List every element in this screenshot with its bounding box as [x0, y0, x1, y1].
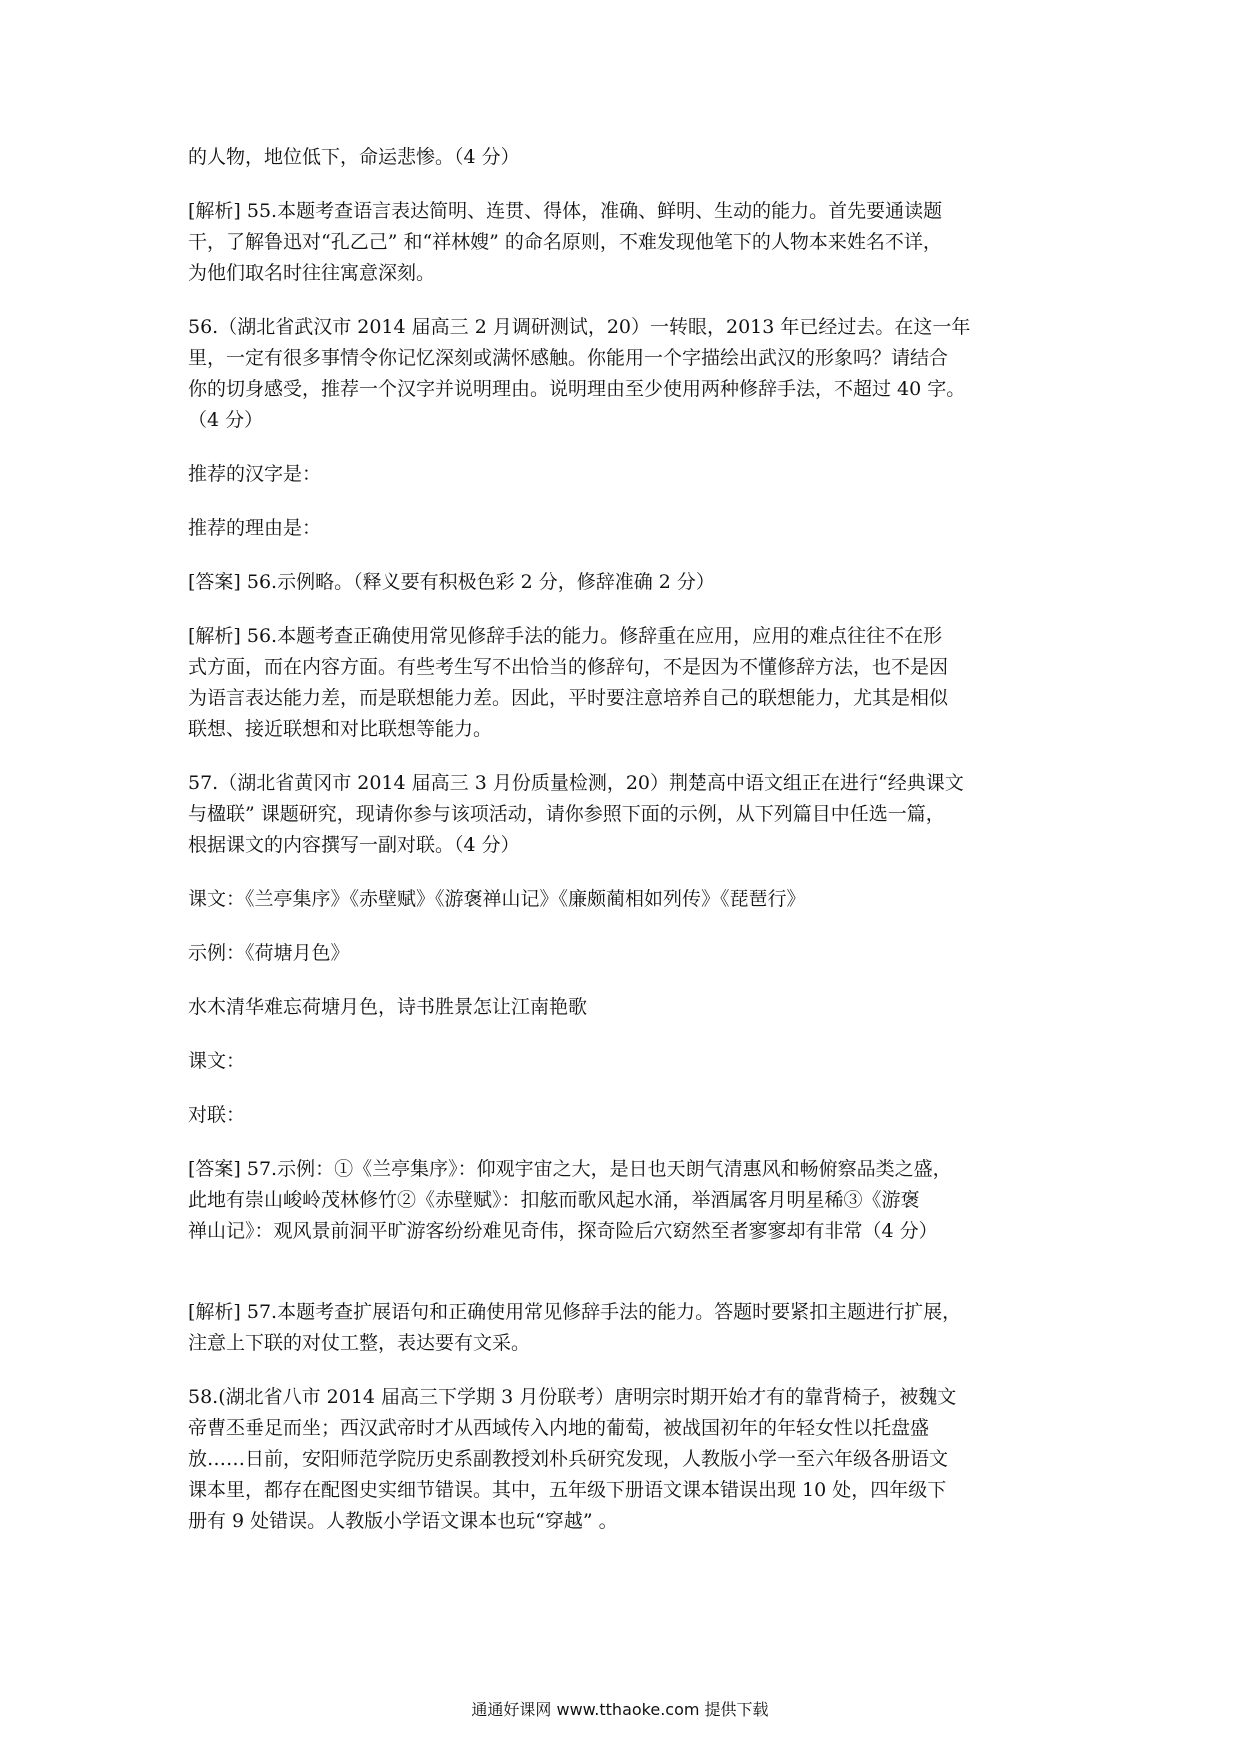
- paragraph-analysis-55: [解析] 55.本题考查语言表达简明、连贯、得体，准确、鲜明、生动的能力。首先要通读题 干，了解鲁迅对“孔乙己” 和“祥林嫂” 的命名原则，不难发现他笔下的人物本来姓名不详， 为他们取名时往往寓意深刻。: [188, 200, 943, 284]
- paragraph-question-58: 58.(湖北省八市 2014 届高三下学期 3 月份联考）唐明宗时期开始才有的靠背椅子，被魏文 帝曹丕垂足而坐；西汉武帝时才从西域传入内地的葡萄，被战国初年的年轻女性以托盘盛 放……日前，安阳师范学院历史系副教授刘朴兵研究发现，人教版小学一至六年级各册语文 课本里，都存在配图史实细节错误。其中，五年级下册语文课本错误出现 10 处，四年级下 册有 9 处错误。人教版小学语文课本也玩“穿越” 。: [188, 1386, 957, 1532]
- paragraph-analysis-56: [解析] 56.本题考查正确使用常见修辞手法的能力。修辞重在应用，应用的难点往往不在形 式方面，而在内容方面。有些考生写不出恰当的修辞句，不是因为不懂修辞方法，也不是因 为语言表达能力差，而是联想能力差。因此，平时要注意培养自己的联想能力，尤其是相似 联想、接近联想和对比联想等能力。: [188, 625, 949, 740]
- paragraph-answer-57: [答案] 57.示例：①《兰亭集序》：仰观宇宙之大，是日也天朗气清惠风和畅俯察品类之盛， 此地有崇山峻岭茂林修竹②《赤壁赋》：扣舷而歌风起水涌，举酒属客月明星稀③《游褒 禅山记》：观风景前洞平旷游客纷纷难见奇伟，探奇险后穴窈然至者寥寥却有非常（4 分）: [188, 1158, 952, 1242]
- paragraph-answer-55-tail: 的人物，地位低下，命运悲惨。（4 分）: [188, 146, 520, 168]
- page-footer: 通通好课网 www.tthaoke.com 提供下载: [471, 1700, 769, 1719]
- paragraph-couplet-blank: 对联：: [188, 1104, 246, 1126]
- paragraph-recommended-reason: 推荐的理由是：: [188, 517, 322, 539]
- paragraph-analysis-57: [解析] 57.本题考查扩展语句和正确使用常见修辞手法的能力。答题时要紧扣主题进行扩展， 注意上下联的对仗工整，表达要有文采。: [188, 1301, 962, 1354]
- paragraph-example-couplet: 水木清华难忘荷塘月色，诗书胜景怎让江南艳歌: [188, 996, 588, 1018]
- paragraph-recommended-char: 推荐的汉字是：: [188, 463, 322, 485]
- paragraph-question-56: 56.（湖北省武汉市 2014 届高三 2 月调研测试，20）一转眼，2013 年已经过去。在这一年 里，一定有很多事情令你记忆深刻或满怀感触。你能用一个字描绘出武汉的形象吗？请结合 你的切身感受，推荐一个汉字并说明理由。说明理由至少使用两种修辞手法，不超过 40 字。 （4 分）: [188, 316, 971, 431]
- paragraph-example-title: 示例：《荷塘月色》: [188, 942, 350, 964]
- document-body: [188, 142, 1068, 1537]
- paragraph-answer-56: [答案] 56.示例略。（释义要有积极色彩 2 分，修辞准确 2 分）: [188, 571, 715, 593]
- paragraph-texts-list: 课文：《兰亭集序》《赤壁赋》《游褒禅山记》《廉颇蔺相如列传》《琵琶行》: [188, 888, 806, 910]
- paragraph-question-57: 57.（湖北省黄冈市 2014 届高三 3 月份质量检测，20）荆楚高中语文组正在进行“经典课文 与楹联” 课题研究，现请你参与该项活动，请你参照下面的示例，从下列篇目中任选一篇， 根据课文的内容撰写一副对联。（4 分）: [188, 772, 964, 856]
- paragraph-text-blank: 课文：: [188, 1050, 246, 1072]
